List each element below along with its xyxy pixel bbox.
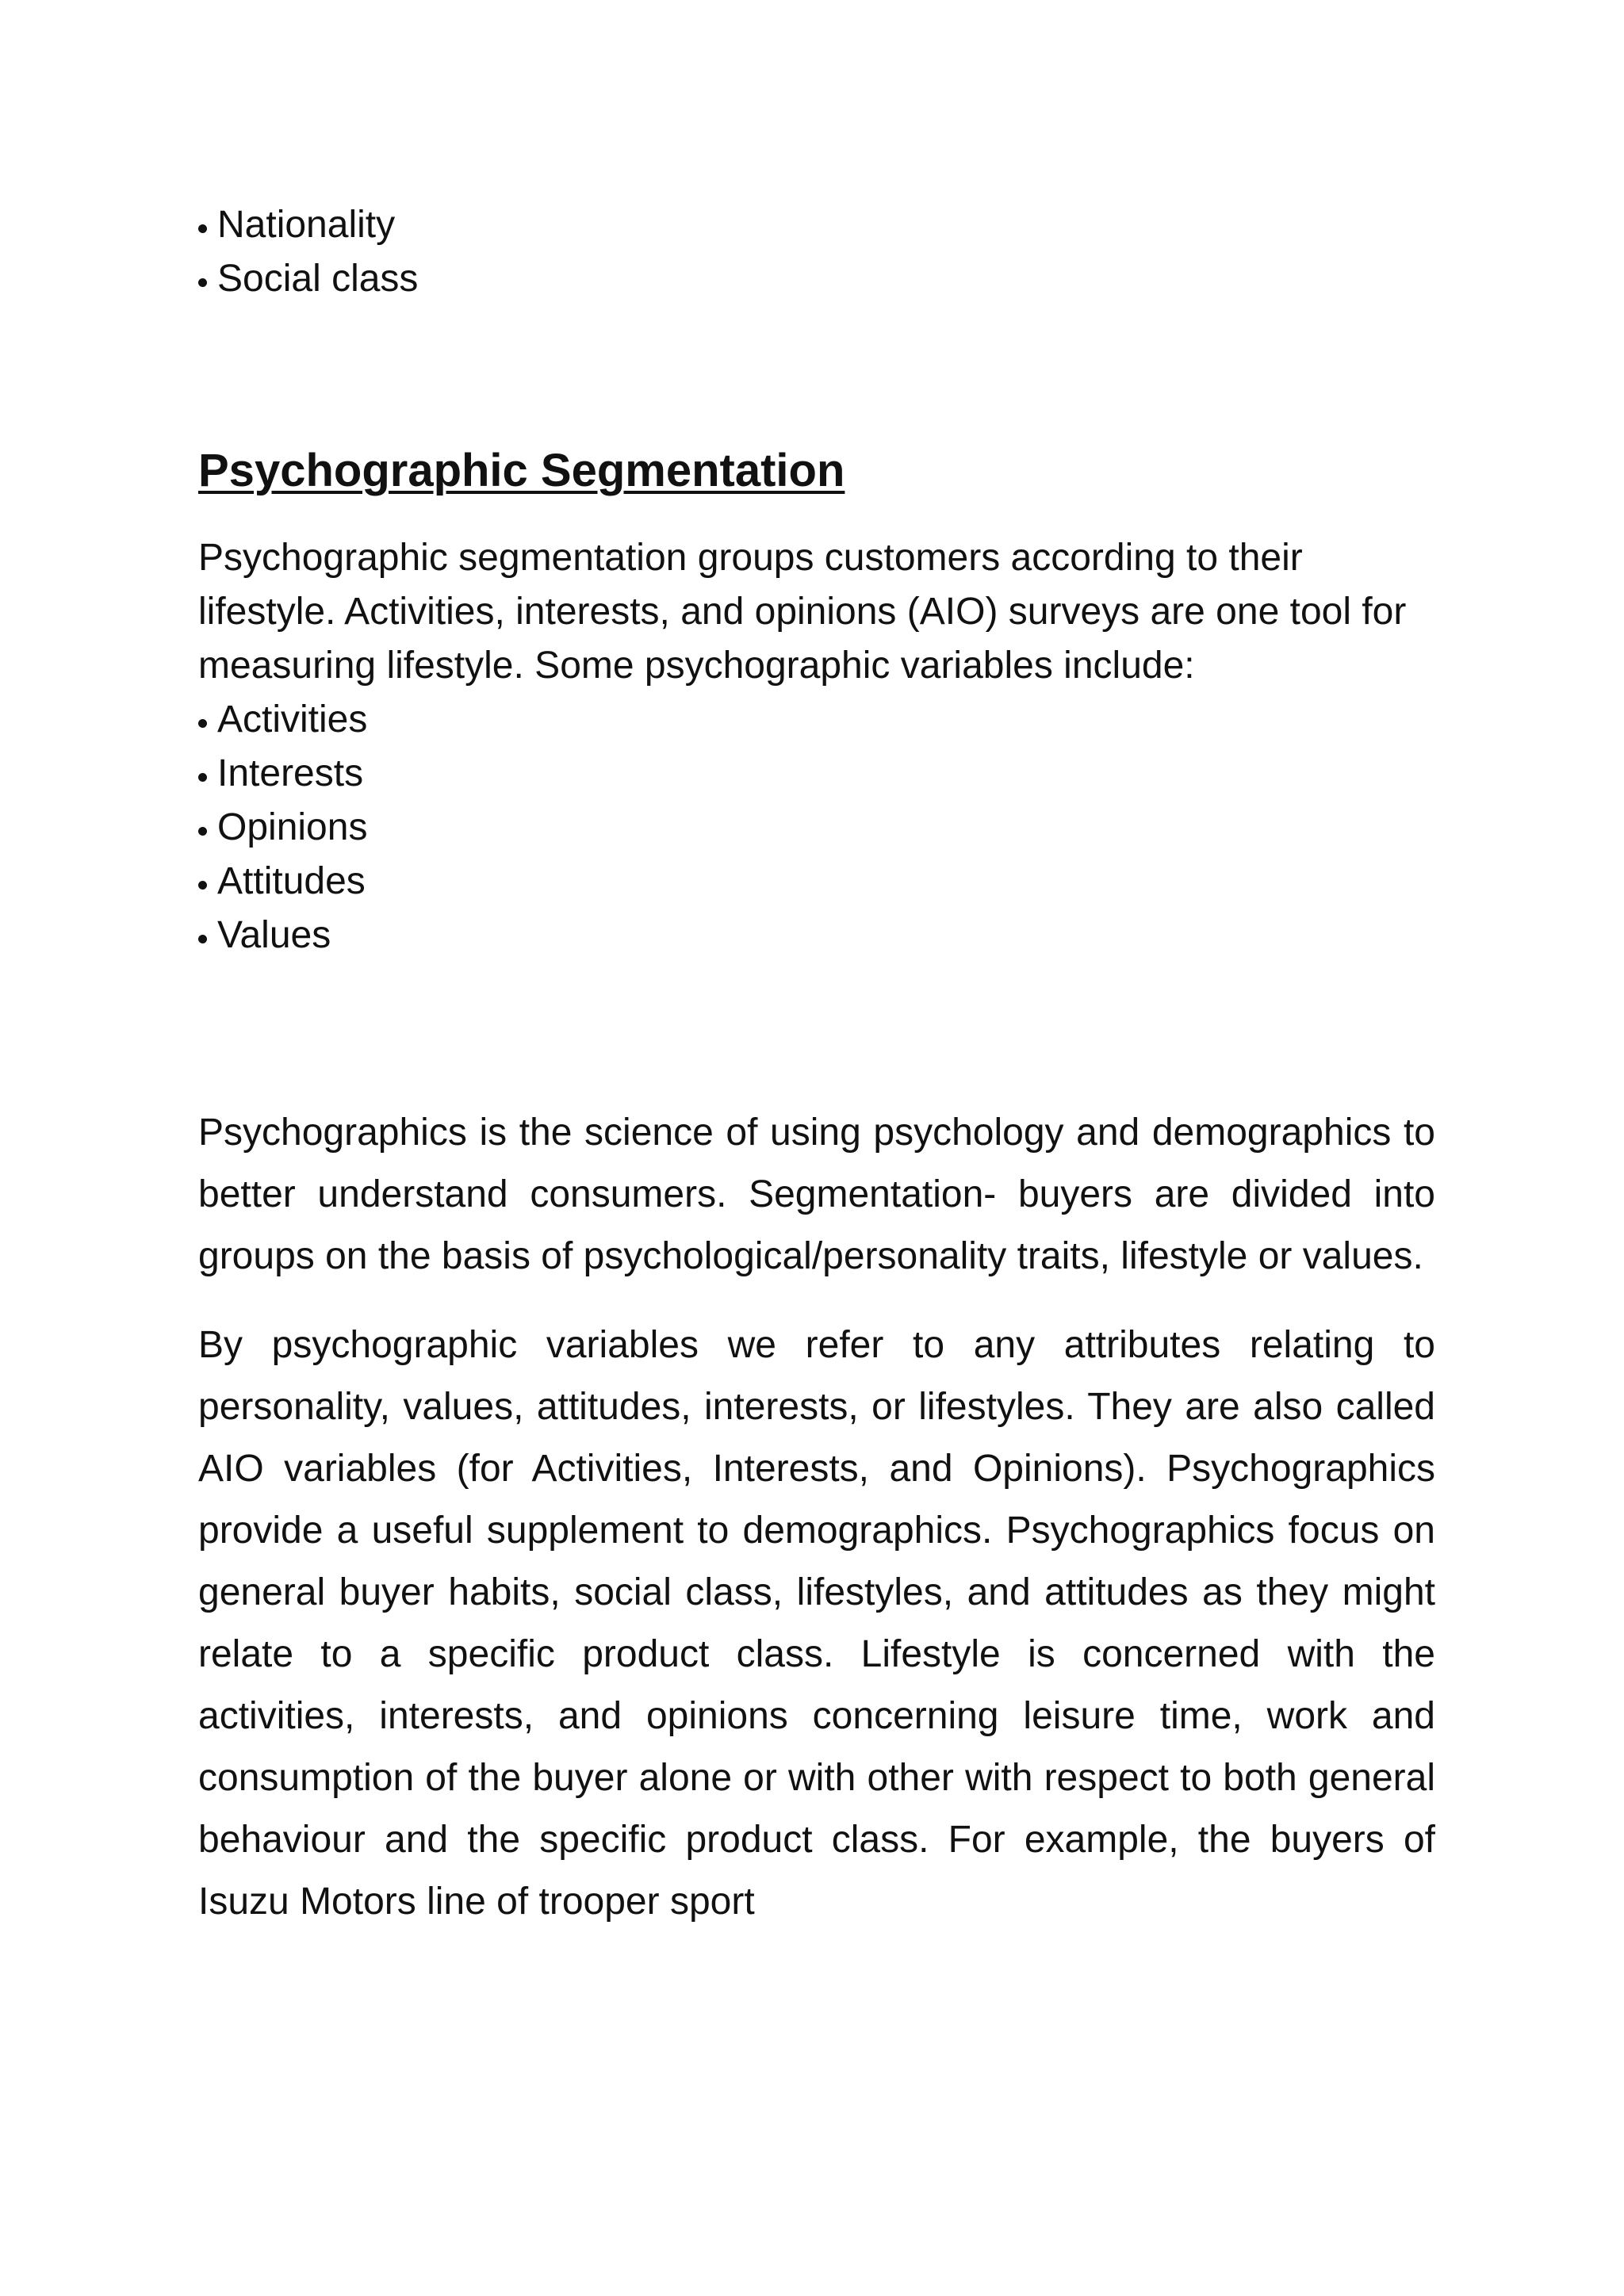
list-item [198, 909, 1435, 962]
body-paragraph-psychographics-definition: Psychographics is the science of using psychology and demographics to better understand consumers. Segmentation- buyers are divided into groups on the basis of psychological/personality traits, lifestyle or values. [198, 1112, 1435, 1277]
intro-paragraph: Psychographic segmentation groups customers according to their lifestyle. Activities, interests, and opinions (AIO) surveys are one tool for measuring lifestyle. Some psychographic variables include: [198, 537, 1407, 687]
list-item-label: Social class [217, 258, 419, 300]
list-item [198, 801, 1435, 855]
bullet-icon [198, 278, 207, 287]
bullet-icon [198, 881, 207, 890]
list-item-label: Values [217, 914, 331, 956]
bullet-icon [198, 224, 207, 233]
list-item-label: Nationality [217, 204, 396, 246]
bullet-icon [198, 773, 207, 782]
list-item [198, 747, 1435, 801]
list-item [198, 252, 1435, 306]
section-heading: Psychographic Segmentation [198, 445, 845, 496]
psychographic-variables-list [198, 693, 1435, 962]
list-item [198, 693, 1435, 747]
list-item [198, 198, 1435, 252]
list-item-label: Opinions [217, 806, 368, 848]
bullet-icon [198, 719, 207, 728]
list-item-label: Activities [217, 698, 368, 740]
list-item-label: Interests [217, 752, 364, 794]
list-item-label: Attitudes [217, 860, 366, 902]
list-item [198, 855, 1435, 909]
page-content [198, 198, 1435, 1933]
bullet-icon [198, 935, 207, 943]
body-paragraph-psychographic-variables: By psychographic variables we refer to any attributes relating to personality, values, attitudes, interests, or lifestyles. They are also called AIO variables (for Activities, Interests, and Opinions). Psychographics provide a useful supplement to demographics. Psychographics focus on general buyer habits, social class, lifestyles, and attitudes as they might relate to a specific product class. Lifestyle is concerned with the activities, interests, and opinions concerning leisure time, work and consumption of the buyer alone or with other with respect to both general behaviour and the specific product class. For example, the buyers of Isuzu Motors line of trooper sport [198, 1324, 1435, 1923]
demographic-bullet-list [198, 198, 1435, 306]
bullet-icon [198, 827, 207, 836]
